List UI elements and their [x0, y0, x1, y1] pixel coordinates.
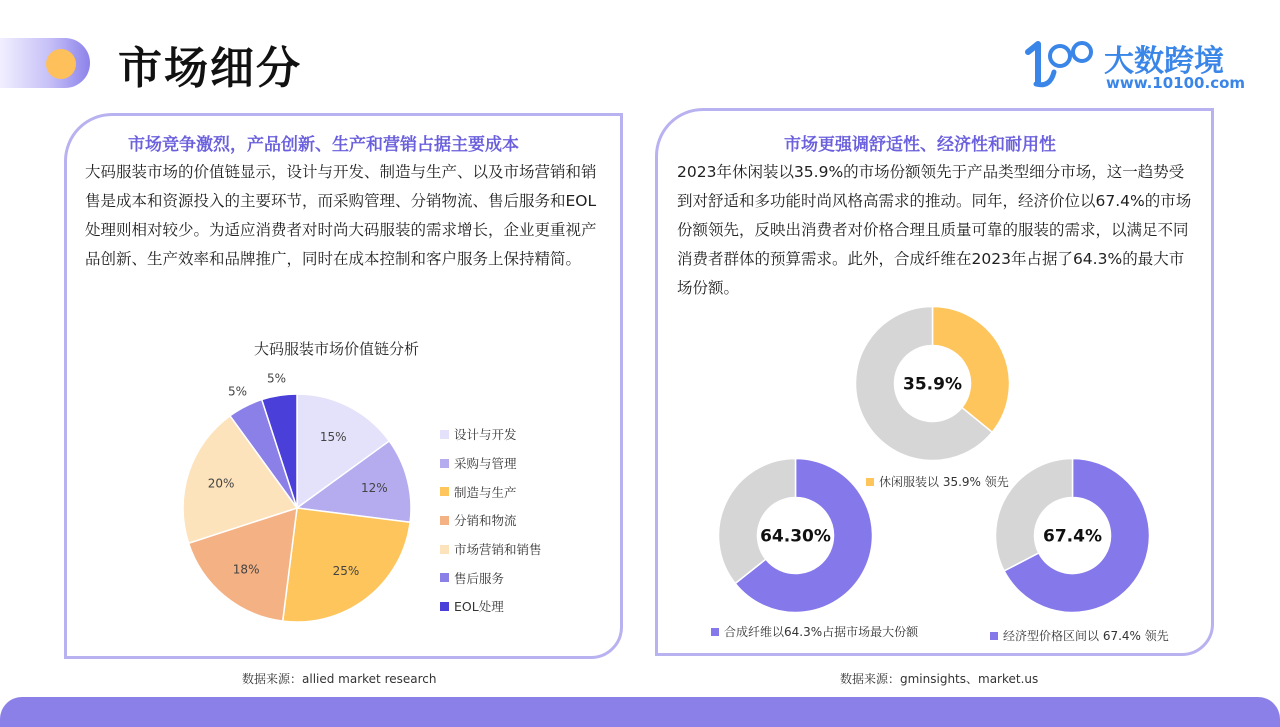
pie-data-label: 5%: [266, 371, 287, 386]
legend-label: 分销和物流: [454, 513, 517, 529]
legend-swatch: [440, 430, 449, 439]
legend-label: 制造与生产: [454, 484, 517, 500]
donut-legend-economy: [990, 627, 1169, 644]
legend-swatch: [990, 632, 998, 640]
title-accent-dot: [46, 49, 76, 79]
pie-data-label: 12%: [360, 481, 388, 496]
pie-data-label: 18%: [232, 562, 260, 577]
left-panel-body: 大码服装市场的价值链显示，设计与开发、制造与生产、以及市场营销和销售是成本和资源投入的主要环节，而采购管理、分销物流、售后服务和EOL处理则相对较少。为适应消费者对时尚大码服装的需求增长，企业更重视产品创新、生产效率和品牌推广，同时在成本控制和客户服务上保持精简。: [85, 163, 597, 268]
donut-legend-synthetic: [711, 623, 918, 640]
legend-label: 市场营销和销售: [454, 542, 542, 558]
pie-chart-title: 大码服装市场价值链分析: [254, 340, 420, 358]
brand-name: 大数跨境: [1104, 44, 1224, 79]
synthetic-fiber-donut-chart: [718, 458, 873, 613]
page-title: 市场细分: [118, 43, 302, 94]
donut-segment: [719, 459, 796, 584]
pie-data-label: 15%: [319, 429, 347, 444]
donut-legend-text: 合成纤维以64.3%占据市场最大份额: [724, 625, 919, 639]
legend-item: [440, 420, 542, 449]
legend-item: [440, 449, 542, 478]
pie-data-label: 5%: [228, 384, 248, 399]
legend-swatch: [440, 573, 449, 582]
value-chain-pie-chart: [170, 360, 430, 640]
economy-price-donut-chart: [995, 458, 1150, 613]
right-source-note: 数据来源：gminsights、market.us: [840, 672, 1039, 686]
legend-label: 设计与开发: [454, 427, 517, 443]
right-panel-body: 2023年休闲装以35.9%的市场份额领先于产品类型细分市场，这一趋势受到对舒适和多功能时尚风格高需求的推动。同年，经济价位以67.4%的市场份额领先，反映出消费者对价格合理且质量可靠的服装的需求，以满足不同消费者群体的预算需求。此外，合成纤维在2023年占据了64.3%的最大市场份额。: [677, 163, 1192, 297]
legend-label: 采购与管理: [454, 456, 517, 472]
legend-item: [440, 535, 542, 564]
donut-legend-text: 经济型价格区间以 67.4% 领先: [1003, 629, 1169, 643]
right-panel-heading: 市场更强调舒适性、经济性和耐用性: [784, 135, 1056, 155]
donut-center-label: 35.9%: [903, 374, 962, 395]
legend-swatch: [711, 628, 719, 636]
footer-bar: [0, 697, 1280, 727]
legend-item: [440, 477, 542, 506]
donut-legend-casual: [866, 473, 1009, 490]
left-source-note: 数据来源：allied market research: [242, 672, 437, 686]
pie-data-label: 20%: [207, 476, 235, 491]
legend-swatch: [866, 478, 874, 486]
title-accent-bar: [0, 38, 90, 88]
brand-logo: [1024, 34, 1254, 94]
legend-swatch: [440, 487, 449, 496]
pie-legend: [440, 420, 542, 621]
casual-wear-donut-chart: [855, 306, 1010, 461]
legend-swatch: [440, 545, 449, 554]
donut-segment: [933, 307, 1010, 433]
donut-legend-text: 休闲服装以 35.9% 领先: [879, 475, 1009, 489]
donut-center-label: 64.30%: [760, 526, 831, 547]
brand-logo-icon: [1024, 38, 1100, 90]
legend-item: [440, 506, 542, 535]
legend-swatch: [440, 516, 449, 525]
legend-item: [440, 563, 542, 592]
legend-swatch: [440, 459, 449, 468]
donut-center-label: 67.4%: [1043, 526, 1102, 547]
left-panel-heading: 市场竞争激烈，产品创新、生产和营销占据主要成本: [128, 135, 519, 155]
legend-label: 售后服务: [454, 570, 505, 586]
legend-item: [440, 592, 542, 621]
brand-url[interactable]: www.10100.com: [1106, 74, 1246, 92]
pie-data-label: 25%: [332, 564, 360, 579]
legend-swatch: [440, 602, 449, 611]
legend-label: EOL处理: [454, 599, 504, 615]
